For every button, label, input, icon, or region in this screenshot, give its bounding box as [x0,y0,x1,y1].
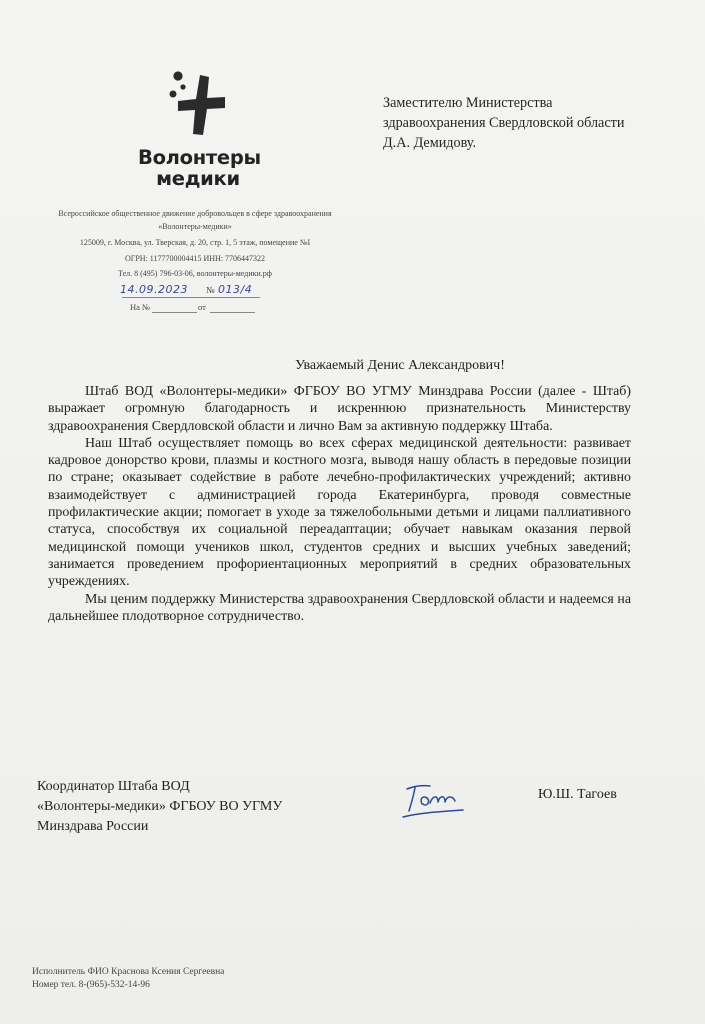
handwritten-signature-icon [400,780,470,822]
handwritten-number: 013/4 [218,283,253,296]
position-line-1: Координатор Штаба ВОД [37,779,190,794]
addressee-line-2: здравоохранения Свердловской области [383,115,625,131]
handwritten-date: 14.09.2023 [120,283,188,296]
salutation: Уважаемый Денис Александрович! [295,358,505,373]
letter-body [48,383,631,625]
org-ogrn-inn: ОГРН: 1177700004415 ИНН: 7706447322 [124,254,266,263]
position-line-2: «Волонтеры-медики» ФГБОУ ВО УГМУ [37,799,283,814]
executor-info [32,966,392,991]
addressee-block [383,93,683,153]
body-paragraph-1: Штаб ВОД «Волонтеры-медики» ФГБОУ ВО УГМУ Минздрава России (далее - Штаб) выражает огромную благодарность и искреннюю признательность Министерству здравоохранения Свердловской области и лично Вам за активную поддержку Штаба. [48,384,631,434]
registration-line [120,283,290,299]
logo-line-1: Волонтеры [138,146,261,169]
ref-from-label: от [198,302,206,312]
logo-wordmark [138,146,261,190]
ref-no-label: На № [130,302,151,312]
addressee-line-3: Д.А. Демидову. [383,135,477,151]
executor-name: Исполнитель ФИО Краснова Ксения Сергеевна [32,967,225,977]
org-name-line: Всероссийское общественное движение добровольцев в сфере здравоохранения [58,209,332,218]
ref-from-underline [210,312,255,313]
executor-phone: Номер тел. 8-(965)-532-14-96 [32,979,150,990]
body-paragraph-3: Мы ценим поддержку Министерства здравоохранения Свердловской области и надеемся на дальнейшее плодотворное сотрудничество. [48,591,631,624]
plus-logo-icon [118,68,268,148]
org-name-quoted: «Волонтеры-медики» [158,222,232,231]
ref-no-underline [152,312,197,313]
signatory-name: Ю.Ш. Тагоев [538,787,617,802]
reference-line [130,302,270,316]
org-address: 125009, г. Москва, ул. Тверская, д. 20, стр. 1, 5 этаж, помещение №I [79,238,311,247]
logo-line-2: медики [156,167,240,190]
number-label: № [206,285,215,295]
org-phone-site: Тел. 8 (495) 796-03-06, волонтеры-медики.рф [118,269,272,278]
signatory-position [37,777,357,837]
registration-underline [122,297,260,298]
addressee-line-1: Заместителю Министерства [383,95,553,111]
body-paragraph-2: Наш Штаб осуществляет помощь во всех сферах медицинской деятельности: развивает кадровое донорство крови, плазмы и костного мозга, выводя нашу область в передовые позиции по стране; оказывает содействие в работе лечебно-профилактических учреждений; активно взаимодействует с администрацией города Екатеринбурга, проводя совместные профилактические акции; помогает в уходе за тяжелобольными детьми и лицами паллиативного статуса, способствуя их социальной переадаптации; обучает навыкам оказания первой медицинской помощи учеников школ, студентов средних и высших учебных заведений; занимается проведением профориентационных мероприятий в средних образовательных учреждениях. [48,435,631,590]
position-line-3: Минздрава России [37,819,149,834]
